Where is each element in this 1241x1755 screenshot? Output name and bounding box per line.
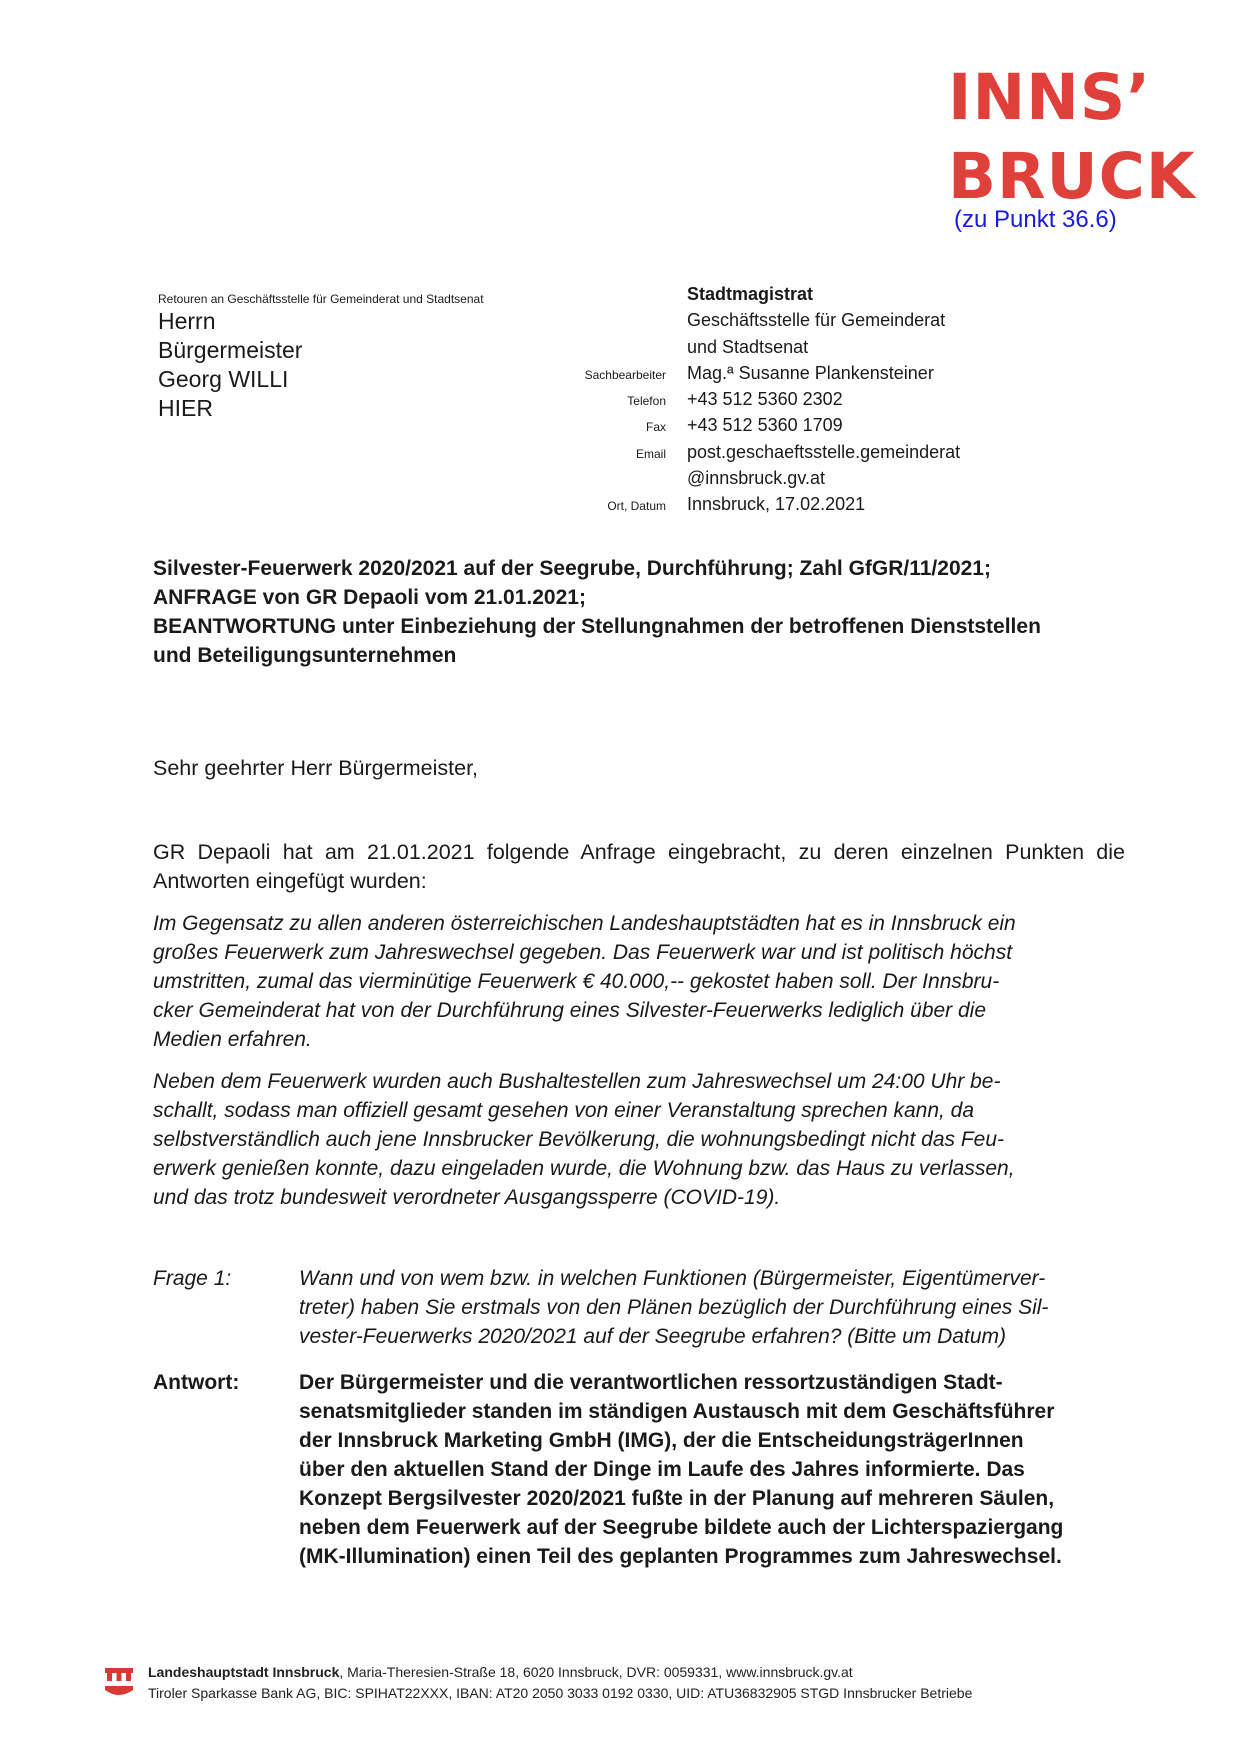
quote-line: selbstverständlich auch jene Innsbrucker Bevölkerung, die wohnungsbedingt nicht das Feu- (153, 1128, 1005, 1151)
quote-line: Im Gegensatz zu allen anderen österreichischen Landeshauptstädten hat es in Innsbruck ein (153, 912, 1016, 935)
sender-dept: Geschäftsstelle für Gemeinderat (687, 310, 946, 331)
question-line: vester-Feuerwerks 2020/2021 auf der Seegrube erfahren? (Bitte um Datum) (299, 1325, 1006, 1348)
subject-line: BEANTWORTUNG unter Einbeziehung der Stellungnahmen der betroffenen Dienststellen (153, 615, 1041, 638)
question-text (299, 1264, 1048, 1351)
phone-value: +43 512 5360 2302 (687, 389, 843, 410)
sender-dept: und Stadtsenat (687, 336, 809, 357)
logo-line-2: BRUCK (948, 140, 1196, 213)
agenda-reference: (zu Punkt 36.6) (954, 206, 1117, 233)
quote-line: schallt, sodass man offiziell gesamt gesehen von einer Veranstaltung sprechen kann, da (153, 1099, 975, 1122)
answer-text (299, 1368, 1063, 1571)
recipient-line: Bürgermeister (158, 337, 303, 363)
subject-line: ANFRAGE von GR Depaoli vom 21.01.2021; (153, 586, 586, 609)
intro-paragraph: GR Depaoli hat am 21.01.2021 folgende Anfrage eingebracht, zu deren einzelnen Punkten die Antworten eingefügt wurden: (153, 840, 1125, 893)
question-line: Wann und von wem bzw. in welchen Funktionen (Bürgermeister, Eigentümerver- (299, 1267, 1046, 1290)
quote-line: Neben dem Feuerwerk wurden auch Bushaltestellen zum Jahreswechsel um 24:00 Uhr be- (153, 1070, 1001, 1093)
field-label: Fax (645, 420, 666, 435)
email-value-cont: @innsbruck.gv.at (687, 468, 825, 489)
answer-line: Konzept Bergsilvester 2020/2021 fußte in der Planung auf mehreren Säulen, (299, 1487, 1055, 1510)
salutation: Sehr geehrter Herr Bürgermeister, (153, 756, 479, 780)
sender-org: Stadtmagistrat (687, 284, 814, 304)
answer-line: über den aktuellen Stand der Dinge im Laufe des Jahres informierte. Das (299, 1458, 1025, 1481)
subject-heading (153, 554, 1133, 670)
answer-line: (MK-Illumination) einen Teil des geplanten Programmes zum Jahreswechsel. (299, 1545, 1062, 1568)
question-line: treter) haben Sie erstmals von den Plänen bezüglich der Durchführung eines Sil- (299, 1296, 1049, 1319)
answer-line: der Innsbruck Marketing GmbH (IMG), der die EntscheidungsträgerInnen (299, 1429, 1024, 1452)
inquiry-quote-1 (153, 909, 1133, 1054)
answer-line: senatsmitglieder standen im ständigen Austausch mit dem Geschäftsführer (299, 1400, 1055, 1423)
email-value: post.geschaeftsstelle.gemeinderat (687, 441, 961, 462)
footer-address-line (148, 1664, 853, 1680)
question-label: Frage 1: (153, 1267, 232, 1290)
answer-line: neben dem Feuerwerk auf der Seegrube bildete auch der Lichterspaziergang (299, 1516, 1064, 1539)
recipient-line: Georg WILLI (158, 366, 289, 392)
quote-line: erwerk genießen konnte, dazu eingeladen wurde, die Wohnung bzw. das Haus zu verlassen, (153, 1157, 1015, 1180)
recipient-line: Herrn (158, 308, 216, 334)
innsbruck-logo (948, 58, 1196, 216)
field-label: Sachbearbeiter (584, 367, 666, 382)
inquiry-quote-2 (153, 1067, 1133, 1212)
clerk-value: Mag.ª Susanne Plankensteiner (687, 362, 934, 383)
quote-line: großes Feuerwerk zum Jahreswechsel gegeben. Das Feuerwerk war und ist politisch höchst (153, 941, 1013, 964)
footer-bank-line: Tiroler Sparkasse Bank AG, BIC: SPIHAT22XXX, IBAN: AT20 2050 3033 0192 0330, UID: ATU36832905 STGD Innsbrucker Betriebe (148, 1685, 973, 1701)
field-label: Email (635, 446, 666, 461)
answer-line: Der Bürgermeister und die verantwortlichen ressortzuständigen Stadt- (299, 1371, 1003, 1394)
subject-line: und Beteiligungsunternehmen (153, 644, 457, 667)
quote-line: umstritten, zumal das vierminütige Feuerwerk € 40.000,-- gekostet haben soll. Der Innsbru- (153, 970, 1000, 993)
subject-line: Silvester-Feuerwerk 2020/2021 auf der Seegrube, Durchführung; Zahl GfGR/11/2021; (153, 557, 991, 580)
footer-city: Landeshauptstadt Innsbruck (148, 1664, 340, 1680)
field-label: Telefon (627, 394, 666, 409)
logo-line-1: INNS’ (948, 61, 1152, 134)
sender-block (528, 284, 1028, 521)
city-crest-icon (104, 1666, 134, 1702)
quote-line: Medien erfahren. (153, 1028, 312, 1051)
fax-value: +43 512 5360 1709 (687, 415, 843, 436)
return-address-note: Retouren an Geschäftsstelle für Gemeinderat und Stadtsenat (158, 292, 484, 306)
field-label: Ort, Datum (607, 499, 666, 514)
recipient-address (158, 307, 302, 423)
quote-line: und das trotz bundesweit verordneter Ausgangssperre (COVID-19). (153, 1186, 781, 1209)
place-date-value: Innsbruck, 17.02.2021 (687, 494, 866, 515)
answer-label: Antwort: (153, 1371, 240, 1394)
recipient-line: HIER (158, 395, 213, 421)
quote-line: cker Gemeinderat hat von der Durchführung eines Silvester-Feuerwerks lediglich über die (153, 999, 987, 1022)
footer-address: , Maria-Theresien-Straße 18, 6020 Innsbruck, DVR: 0059331, www.innsbruck.gv.at (339, 1664, 853, 1680)
